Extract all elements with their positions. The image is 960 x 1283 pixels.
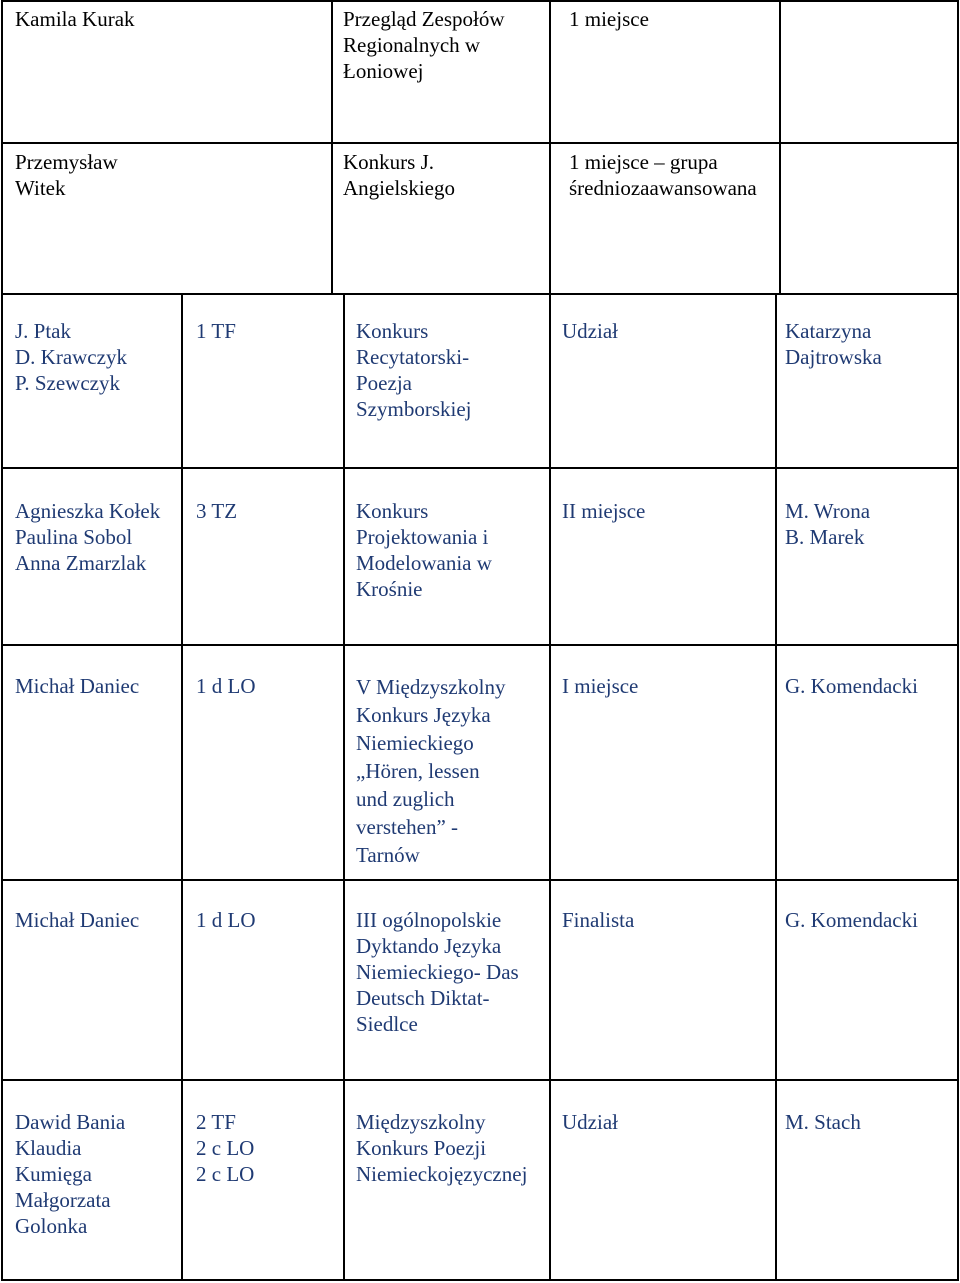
class-cell: 3 TZ — [196, 499, 238, 523]
teacher-cell: M. Stach — [785, 1110, 861, 1134]
result-cell: II miejsce — [562, 499, 646, 523]
class-cell: 1 d LO — [196, 908, 256, 932]
row-border — [1, 879, 959, 881]
result-cell: I miejsce — [562, 674, 639, 698]
row-border — [1, 1279, 959, 1281]
student-cell: Michał Daniec — [15, 674, 140, 698]
result-cell: Finalista — [562, 908, 635, 932]
competition-cell: Konkurs Recytatorski- Poezja Szymborskiej — [356, 319, 472, 421]
column-border — [549, 0, 551, 294]
row-border — [1, 467, 959, 469]
column-border — [331, 0, 333, 294]
row-border — [1, 0, 959, 2]
class-cell: 1 d LO — [196, 674, 256, 698]
teacher-cell: M. Wrona B. Marek — [785, 499, 871, 549]
result-cell: 1 miejsce — [569, 7, 649, 31]
competition-cell: Konkurs Projektowania i Modelowania w Krośnie — [356, 499, 492, 601]
column-border — [775, 293, 777, 1281]
teacher-cell: Katarzyna Dajtrowska — [785, 319, 882, 369]
student-cell: Agnieszka Kołek Paulina Sobol Anna Zmarzlak — [15, 499, 161, 575]
column-border — [343, 293, 345, 1281]
student-cell: Dawid Bania Klaudia Kumięga Małgorzata Golonka — [15, 1110, 126, 1238]
row-border — [1, 293, 959, 295]
student-cell: J. Ptak D. Krawczyk P. Szewczyk — [15, 319, 127, 395]
class-cell: 2 TF 2 c LO 2 c LO — [196, 1110, 255, 1186]
result-cell: Udział — [562, 1110, 618, 1134]
teacher-cell: G. Komendacki — [785, 674, 918, 698]
student-cell: Przemysław Witek — [15, 150, 118, 200]
competition-cell: Konkurs J. Angielskiego — [343, 150, 455, 200]
competition-cell: Międzyszkolny Konkurs Poezji Niemieckojęzycznej — [356, 1110, 528, 1186]
column-border — [779, 0, 781, 294]
row-border — [1, 142, 959, 144]
column-border — [181, 293, 183, 1281]
student-cell: Kamila Kurak — [15, 7, 135, 31]
competition-cell: Przegląd Zespołów Regionalnych w Łoniowej — [343, 7, 505, 83]
result-cell: 1 miejsce – grupa średniozaawansowana — [569, 150, 757, 200]
student-cell: Michał Daniec — [15, 908, 140, 932]
competition-cell: III ogólnopolskie Dyktando Języka Niemieckiego- Das Deutsch Diktat- Siedlce — [356, 908, 519, 1036]
result-cell: Udział — [562, 319, 618, 343]
column-border — [1, 0, 3, 1281]
row-border — [1, 1079, 959, 1081]
class-cell: 1 TF — [196, 319, 236, 343]
row-border — [1, 644, 959, 646]
column-border — [957, 0, 959, 1281]
competition-cell: V Międzyszkolny Konkurs Języka Niemieckiego „Hören, lessen und zuglich verstehen” - Tarnów — [356, 675, 506, 867]
teacher-cell: G. Komendacki — [785, 908, 918, 932]
column-border — [549, 293, 551, 1281]
